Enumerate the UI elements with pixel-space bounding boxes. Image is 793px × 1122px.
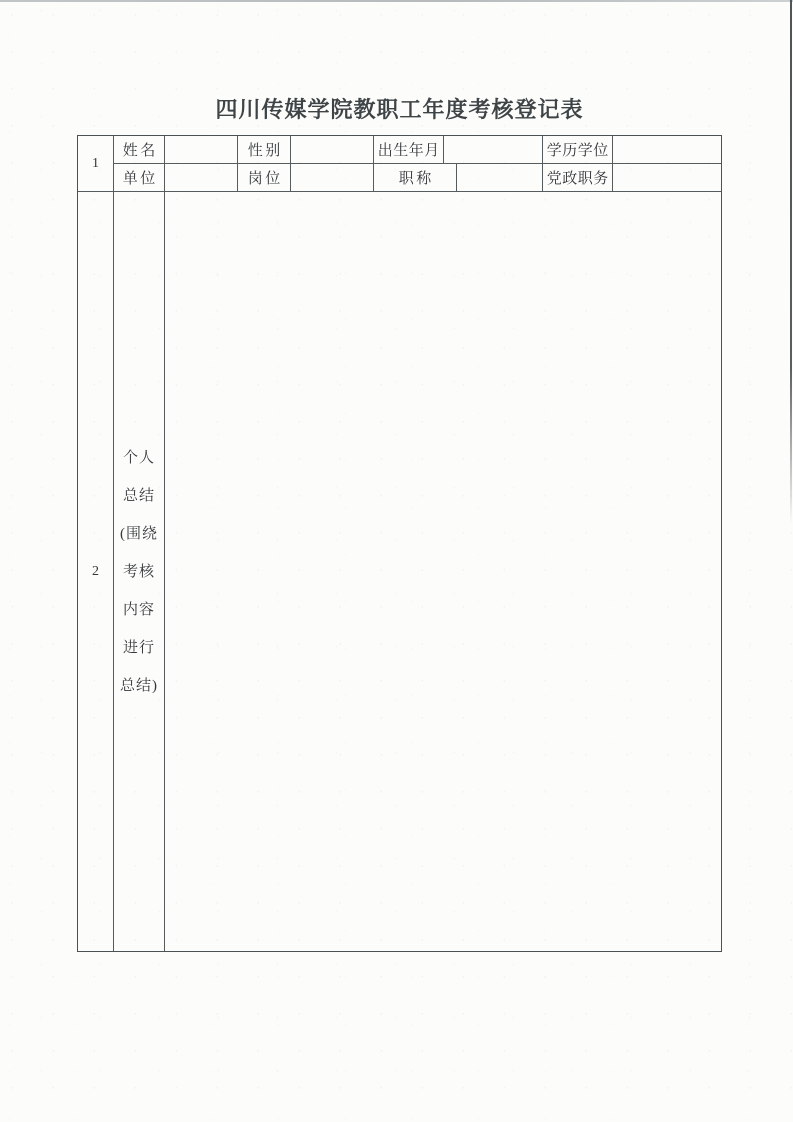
- section-number-2-cell: [78, 192, 114, 951]
- basic-info-row-1: [114, 136, 721, 164]
- basic-info-row-2: [114, 164, 721, 191]
- unit-label-cell: 单位: [114, 164, 165, 191]
- summary-label-line-6: 进行: [122, 639, 155, 656]
- summary-label-line-5: 内容: [122, 601, 155, 618]
- page-title: 四川传媒学院教职工年度考核登记表: [215, 97, 584, 122]
- summary-content-cell: [165, 192, 721, 951]
- summary-label-cell: [114, 192, 165, 951]
- degree-value-cell: [613, 136, 721, 163]
- degree-label-cell: 学历学位: [543, 136, 613, 163]
- name-label-cell: 姓名: [114, 136, 165, 163]
- summary-label-line-3: (围绕: [120, 525, 158, 542]
- scan-right-edge-artifact: [790, 0, 792, 525]
- section-number-2: 2: [92, 563, 99, 579]
- assessment-form-table: [77, 135, 722, 952]
- basic-info-section: [78, 136, 721, 192]
- unit-value-cell: [165, 164, 238, 191]
- birth-date-label-cell: 出生年月: [374, 136, 444, 163]
- gender-label-cell: 性别: [238, 136, 291, 163]
- party-post-label-cell: 党政职务: [543, 164, 613, 191]
- name-value-cell: [165, 136, 238, 163]
- personal-summary-section: [78, 192, 721, 951]
- summary-label-line-2: 总结: [122, 487, 155, 504]
- professional-title-value-cell: [457, 164, 543, 191]
- gender-value-cell: [291, 136, 374, 163]
- scan-top-edge-artifact: [0, 0, 793, 2]
- section-number-1-cell: [78, 136, 114, 191]
- summary-label-line-4: 考核: [122, 563, 155, 580]
- post-label-cell: 岗位: [238, 164, 291, 191]
- section-number-1: 1: [92, 155, 99, 171]
- birth-date-value-cell: [444, 136, 543, 163]
- professional-title-label-cell: 职称: [374, 164, 457, 191]
- party-post-value-cell: [613, 164, 721, 191]
- post-value-cell: [291, 164, 374, 191]
- basic-info-rows: [114, 136, 721, 191]
- summary-label-line-1: 个人: [122, 449, 155, 466]
- summary-label-line-7: 总结): [120, 677, 158, 694]
